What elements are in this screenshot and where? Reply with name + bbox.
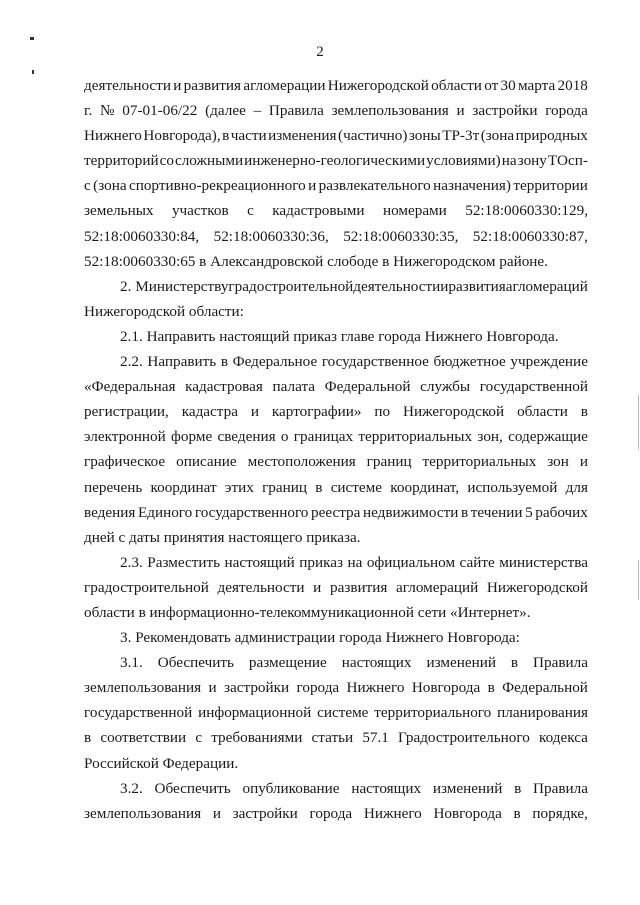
word: Разместить (147, 553, 221, 571)
word: Федеральной (324, 378, 411, 396)
word: 52:18:0060330:87, (472, 227, 588, 245)
word: статьи (311, 729, 354, 747)
word: территориального (374, 704, 492, 722)
text-line (84, 475, 588, 500)
text-line (84, 650, 588, 675)
word: агломерации (243, 77, 326, 94)
word: соответствии (100, 729, 187, 747)
word: ведения (84, 503, 136, 521)
word: и (173, 77, 182, 94)
word: 2.1. Направить настоящий приказ главе города Нижнего Новгорода. (120, 327, 559, 345)
word: 3.2. (120, 779, 143, 797)
word: назначения) (433, 177, 511, 195)
word: 2. Министерству (120, 277, 229, 295)
word: Федеральное (232, 353, 318, 371)
word: течении (470, 503, 523, 521)
word: и (308, 177, 317, 195)
word: в (460, 503, 469, 521)
word: и (440, 277, 449, 295)
word: требованиями (211, 729, 303, 747)
word: города (296, 679, 340, 697)
word: Новгорода (411, 679, 481, 697)
word: в (222, 127, 230, 145)
text-line (84, 700, 588, 725)
word: Российской Федерации. (84, 754, 239, 772)
word: сведения (217, 428, 276, 446)
word: 3.1. (120, 654, 143, 672)
word: застройки (472, 102, 538, 120)
word: 3. Рекомендовать администрации города Нижнего Новгорода: (120, 629, 520, 647)
word: от (484, 77, 499, 94)
word: агломераций (505, 277, 588, 295)
word: бюджетное (433, 353, 506, 371)
word: используемой (467, 478, 558, 496)
word: города (545, 102, 588, 120)
word: Новгорода (433, 804, 502, 822)
text-line (84, 725, 588, 750)
word: 52:18:0060330:84, (84, 227, 200, 245)
word: графическое (84, 453, 166, 471)
word: системе (330, 478, 383, 496)
word: недвижимости (362, 503, 459, 521)
word: границах (293, 428, 354, 446)
word: зоны (408, 127, 441, 145)
word: развлекательного (318, 177, 431, 195)
scan-edge-right-1 (638, 395, 639, 450)
text-line (84, 449, 588, 474)
word: территории (513, 177, 588, 195)
word: и (208, 679, 217, 697)
text-line (84, 224, 588, 249)
word: г. (84, 102, 93, 120)
text-line (84, 374, 588, 399)
word: застройки (224, 679, 290, 697)
word: градостроительной (228, 277, 354, 295)
word: Направить (147, 353, 217, 371)
word: службы (420, 378, 471, 396)
text-line (84, 801, 588, 826)
word: территориальных (358, 428, 473, 446)
word: порядке, (532, 804, 588, 822)
word: информационной (198, 704, 312, 722)
text-line (84, 550, 588, 575)
word: и (250, 403, 259, 421)
word: территориальных (422, 453, 537, 471)
word: 2018 (557, 77, 588, 94)
scan-mark-top-left (30, 37, 34, 40)
word: о (280, 428, 289, 446)
word: сложными (174, 152, 244, 170)
word: Нижнего (363, 804, 422, 822)
word: с (84, 177, 91, 195)
word: землепользования (331, 102, 449, 120)
word: Обеспечить (157, 654, 234, 672)
word: деятельности (353, 277, 441, 295)
word: территорий (84, 152, 159, 170)
word: в (487, 679, 495, 697)
word: регистрации, (84, 403, 169, 421)
body-text (84, 73, 588, 826)
text-line (84, 424, 588, 449)
text-line (84, 575, 588, 600)
word: дней с даты принятия настоящего приказа. (84, 528, 361, 546)
word: Обеспечить (154, 779, 231, 797)
word: номерами (382, 202, 447, 220)
word: в (510, 654, 519, 672)
word: – (253, 102, 262, 120)
word: на (501, 152, 517, 170)
word: Правила (533, 779, 588, 797)
word: государственной (84, 704, 193, 722)
word: области (431, 77, 482, 94)
word: и (579, 453, 588, 471)
word: с (195, 729, 203, 747)
word: № (100, 102, 115, 120)
word: Правила (533, 654, 588, 672)
text-line (84, 123, 588, 148)
word: агломераций (396, 578, 479, 596)
word: государственное (321, 353, 429, 371)
word: настоящий (224, 553, 295, 571)
word: 52:18:0060330:36, (213, 227, 329, 245)
text-line (84, 299, 588, 324)
word: и (313, 578, 322, 596)
word: 52:18:0060330:65 в Александровской слободе в Нижегородском районе. (84, 252, 548, 270)
word: 30 (500, 77, 516, 94)
word: 2.2. (120, 353, 143, 371)
word: землепользования (84, 804, 202, 822)
word: содержащие (508, 428, 588, 446)
word: застройки (232, 804, 298, 822)
word: местоположения (247, 453, 356, 471)
text-line (84, 500, 588, 525)
word: со (159, 152, 174, 170)
word: настоящих (351, 779, 422, 797)
word: (далее (205, 102, 246, 120)
text-line (84, 675, 588, 700)
text-line (84, 349, 588, 374)
text-line (84, 525, 588, 550)
word: кадастровыми (272, 202, 365, 220)
word: условиями) (426, 152, 501, 170)
word: области в информационно-телекоммуникационной сети «Интернет». (84, 603, 531, 621)
word: Нижегородской области: (84, 302, 244, 320)
word: учреждение (510, 353, 588, 371)
word: электронной (84, 428, 166, 446)
word: планирования (497, 704, 588, 722)
word: размещение (248, 654, 327, 672)
word: координат, (390, 478, 460, 496)
word: Нижегородской (486, 578, 588, 596)
word: картографии» (271, 403, 362, 421)
word: описание (176, 453, 237, 471)
word: с (247, 202, 254, 220)
text-line (84, 399, 588, 424)
word: реестра (311, 503, 361, 521)
word: в (514, 779, 522, 797)
word: (зона (480, 127, 515, 145)
text-line (84, 73, 588, 98)
word: области (517, 403, 568, 421)
word: Нижнего (346, 679, 405, 697)
word: изменения (268, 127, 337, 145)
word: (зона (93, 177, 127, 195)
word: Федеральной (502, 679, 588, 697)
word: и (212, 804, 221, 822)
word: в (220, 353, 228, 371)
word: и (456, 102, 465, 120)
text-line (84, 751, 588, 776)
word: настоящих (341, 654, 412, 672)
word: зон (547, 453, 569, 471)
word: опубликование (242, 779, 340, 797)
word: государственной (479, 378, 588, 396)
word: города (309, 804, 353, 822)
word: в (513, 804, 521, 822)
word: Нижегородской (327, 77, 429, 94)
word: деятельности (84, 77, 171, 94)
word: развития (183, 77, 242, 94)
word: землепользования (84, 679, 202, 697)
text-line (84, 600, 588, 625)
word: границ (262, 478, 308, 496)
word: градостроительной (84, 578, 209, 596)
word: «Федеральная (84, 378, 176, 396)
text-line (84, 324, 588, 349)
text-line (84, 274, 588, 299)
word: сайте (459, 553, 495, 571)
text-line (84, 776, 588, 801)
word: деятельности (217, 578, 305, 596)
word: для (565, 478, 588, 496)
page-number: 2 (316, 44, 324, 60)
word: государственного (194, 503, 309, 521)
word: изменений (432, 779, 503, 797)
word: перечень (84, 478, 143, 496)
word: спортивно-рекреационного (128, 177, 306, 195)
word: кадастровая (185, 378, 263, 396)
text-line (84, 249, 588, 274)
word: кадастра (181, 403, 238, 421)
word: 52:18:0060330:35, (343, 227, 459, 245)
word: 52:18:0060330:129, (465, 202, 588, 220)
text-line (84, 148, 588, 173)
word: кодекса (539, 729, 588, 747)
word: Нижегородской (403, 403, 505, 421)
word: приказ (299, 553, 344, 571)
word: системе (317, 704, 369, 722)
word: зону (517, 152, 547, 170)
word: форме (171, 428, 213, 446)
word: развития (448, 277, 506, 295)
word: министерства (499, 553, 588, 571)
word: по (374, 403, 391, 421)
word: зон, (477, 428, 503, 446)
word: в (315, 478, 323, 496)
word: изменений (426, 654, 496, 672)
word: 07-01-06/22 (122, 102, 198, 120)
word: на (347, 553, 363, 571)
word: в (580, 403, 588, 421)
word: части (230, 127, 267, 145)
word: марта (518, 77, 556, 94)
word: ТОсп- (547, 152, 588, 170)
scan-edge-right-2 (638, 560, 639, 600)
word: 2.3. (120, 553, 143, 571)
word: координат (150, 478, 217, 496)
word: 5 (525, 503, 533, 521)
text-line (84, 173, 588, 198)
word: инженерно-геологическими (244, 152, 426, 170)
word: в (84, 729, 92, 747)
word: развития (329, 578, 388, 596)
word: участков (171, 202, 229, 220)
word: официальном (366, 553, 456, 571)
word: Градостроительного (398, 729, 530, 747)
word: 57.1 (362, 729, 389, 747)
word: ТР-3т (442, 127, 480, 145)
word: земельных (84, 202, 154, 220)
word: (частично) (338, 127, 408, 145)
word: Нижнего (84, 127, 142, 145)
word: этих (224, 478, 254, 496)
word: палата (272, 378, 316, 396)
word: Правила (268, 102, 324, 120)
scan-mark-left (32, 70, 34, 74)
text-line (84, 98, 588, 123)
text-line (84, 198, 588, 223)
word: рабочих (535, 503, 588, 521)
word: Новгорода), (143, 127, 221, 145)
text-line (84, 625, 588, 650)
word: Единого (137, 503, 193, 521)
word: природных (515, 127, 588, 145)
word: границ (366, 453, 412, 471)
